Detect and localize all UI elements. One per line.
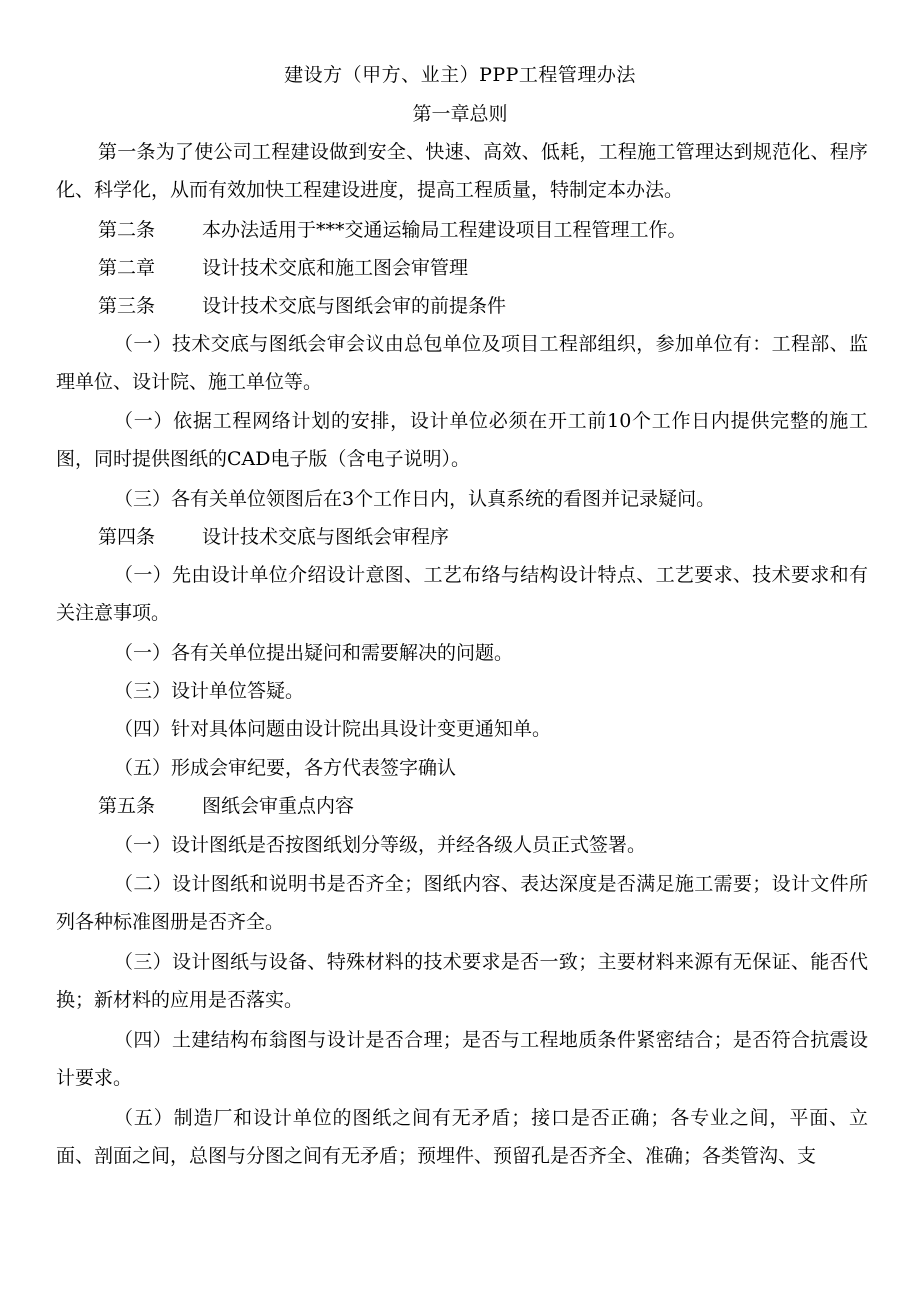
article-2 [98, 212, 687, 250]
article-5-text: 图纸会审重点内容 [202, 795, 355, 817]
article-4-item: （三）设计单位答疑。 [114, 680, 305, 702]
chapter-2-number: 第二章 [98, 257, 156, 279]
article-5 [98, 788, 354, 826]
article-4-item: （一）先由设计单位介绍设计意图、工艺布络与结构设计特点、工艺要求、技术要求和有关注意事项。 [56, 564, 868, 624]
article-4-number: 第四条 [98, 526, 156, 548]
article-3-item: （一）技术交底与图纸会审会议由总包单位及项目工程部组织，参加单位有：工程部、监理单位、设计院、施工单位等。 [56, 333, 868, 393]
article-5-item: （二）设计图纸和说明书是否齐全；图纸内容、表达深度是否满足施工需要；设计文件所列各种标准图册是否齐全。 [56, 873, 868, 933]
document-title: 建设方（甲方、业主）PPP工程管理办法 [284, 64, 636, 86]
article-4-text: 设计技术交底与图纸会审程序 [202, 526, 450, 548]
article-5-item: （五）制造厂和设计单位的图纸之间有无矛盾；接口是否正确；各专业之间，平面、立面、剖面之间，总图与分图之间有无矛盾；预埋件、预留孔是否齐全、准确；各类管沟、支 [56, 1107, 868, 1167]
article-5-item: （一）设计图纸是否按图纸划分等级，并经各级人员正式签署。 [114, 834, 647, 856]
chapter-1-heading: 第一章总则 [412, 103, 508, 125]
article-1-paragraph: 第一条为了使公司工程建设做到安全、快速、高效、低耗，工程施工管理达到规范化、程序化、科学化，从而有效加快工程建设进度，提高工程质量，特制定本办法。 [56, 141, 868, 201]
article-3 [98, 288, 506, 326]
article-4-item: （五）形成会审纪要，各方代表签字确认 [114, 757, 457, 779]
article-5-item: （三）设计图纸与设备、特殊材料的技术要求是否一致；主要材料来源有无保证、能否代换；新材料的应用是否落实。 [56, 951, 868, 1011]
article-3-item: （一）依据工程网络计划的安排，设计单位必须在开工前10个工作日内提供完整的施工图，同时提供图纸的CAD电子版（含电子说明）。 [56, 410, 868, 470]
chapter-2-text: 设计技术交底和施工图会审管理 [202, 257, 469, 279]
article-4-item: （一）各有关单位提出疑问和需要解决的问题。 [114, 642, 514, 664]
article-3-text: 设计技术交底与图纸会审的前提条件 [202, 295, 507, 317]
article-5-item: （四）土建结构布翁图与设计是否合理；是否与工程地质条件紧密结合；是否符合抗震设计要求。 [56, 1029, 868, 1089]
article-2-text: 本办法适用于***交通运输局工程建设项目工程管理工作。 [202, 219, 687, 241]
article-4-item: （四）针对具体问题由设计院出具设计变更通知单。 [114, 718, 552, 740]
article-3-item: （三）各有关单位领图后在3个工作日内，认真系统的看图并记录疑问。 [114, 488, 716, 510]
chapter-2-heading [98, 250, 468, 288]
article-5-number: 第五条 [98, 795, 156, 817]
article-3-number: 第三条 [98, 295, 156, 317]
article-4 [98, 519, 449, 557]
article-2-number: 第二条 [98, 219, 156, 241]
